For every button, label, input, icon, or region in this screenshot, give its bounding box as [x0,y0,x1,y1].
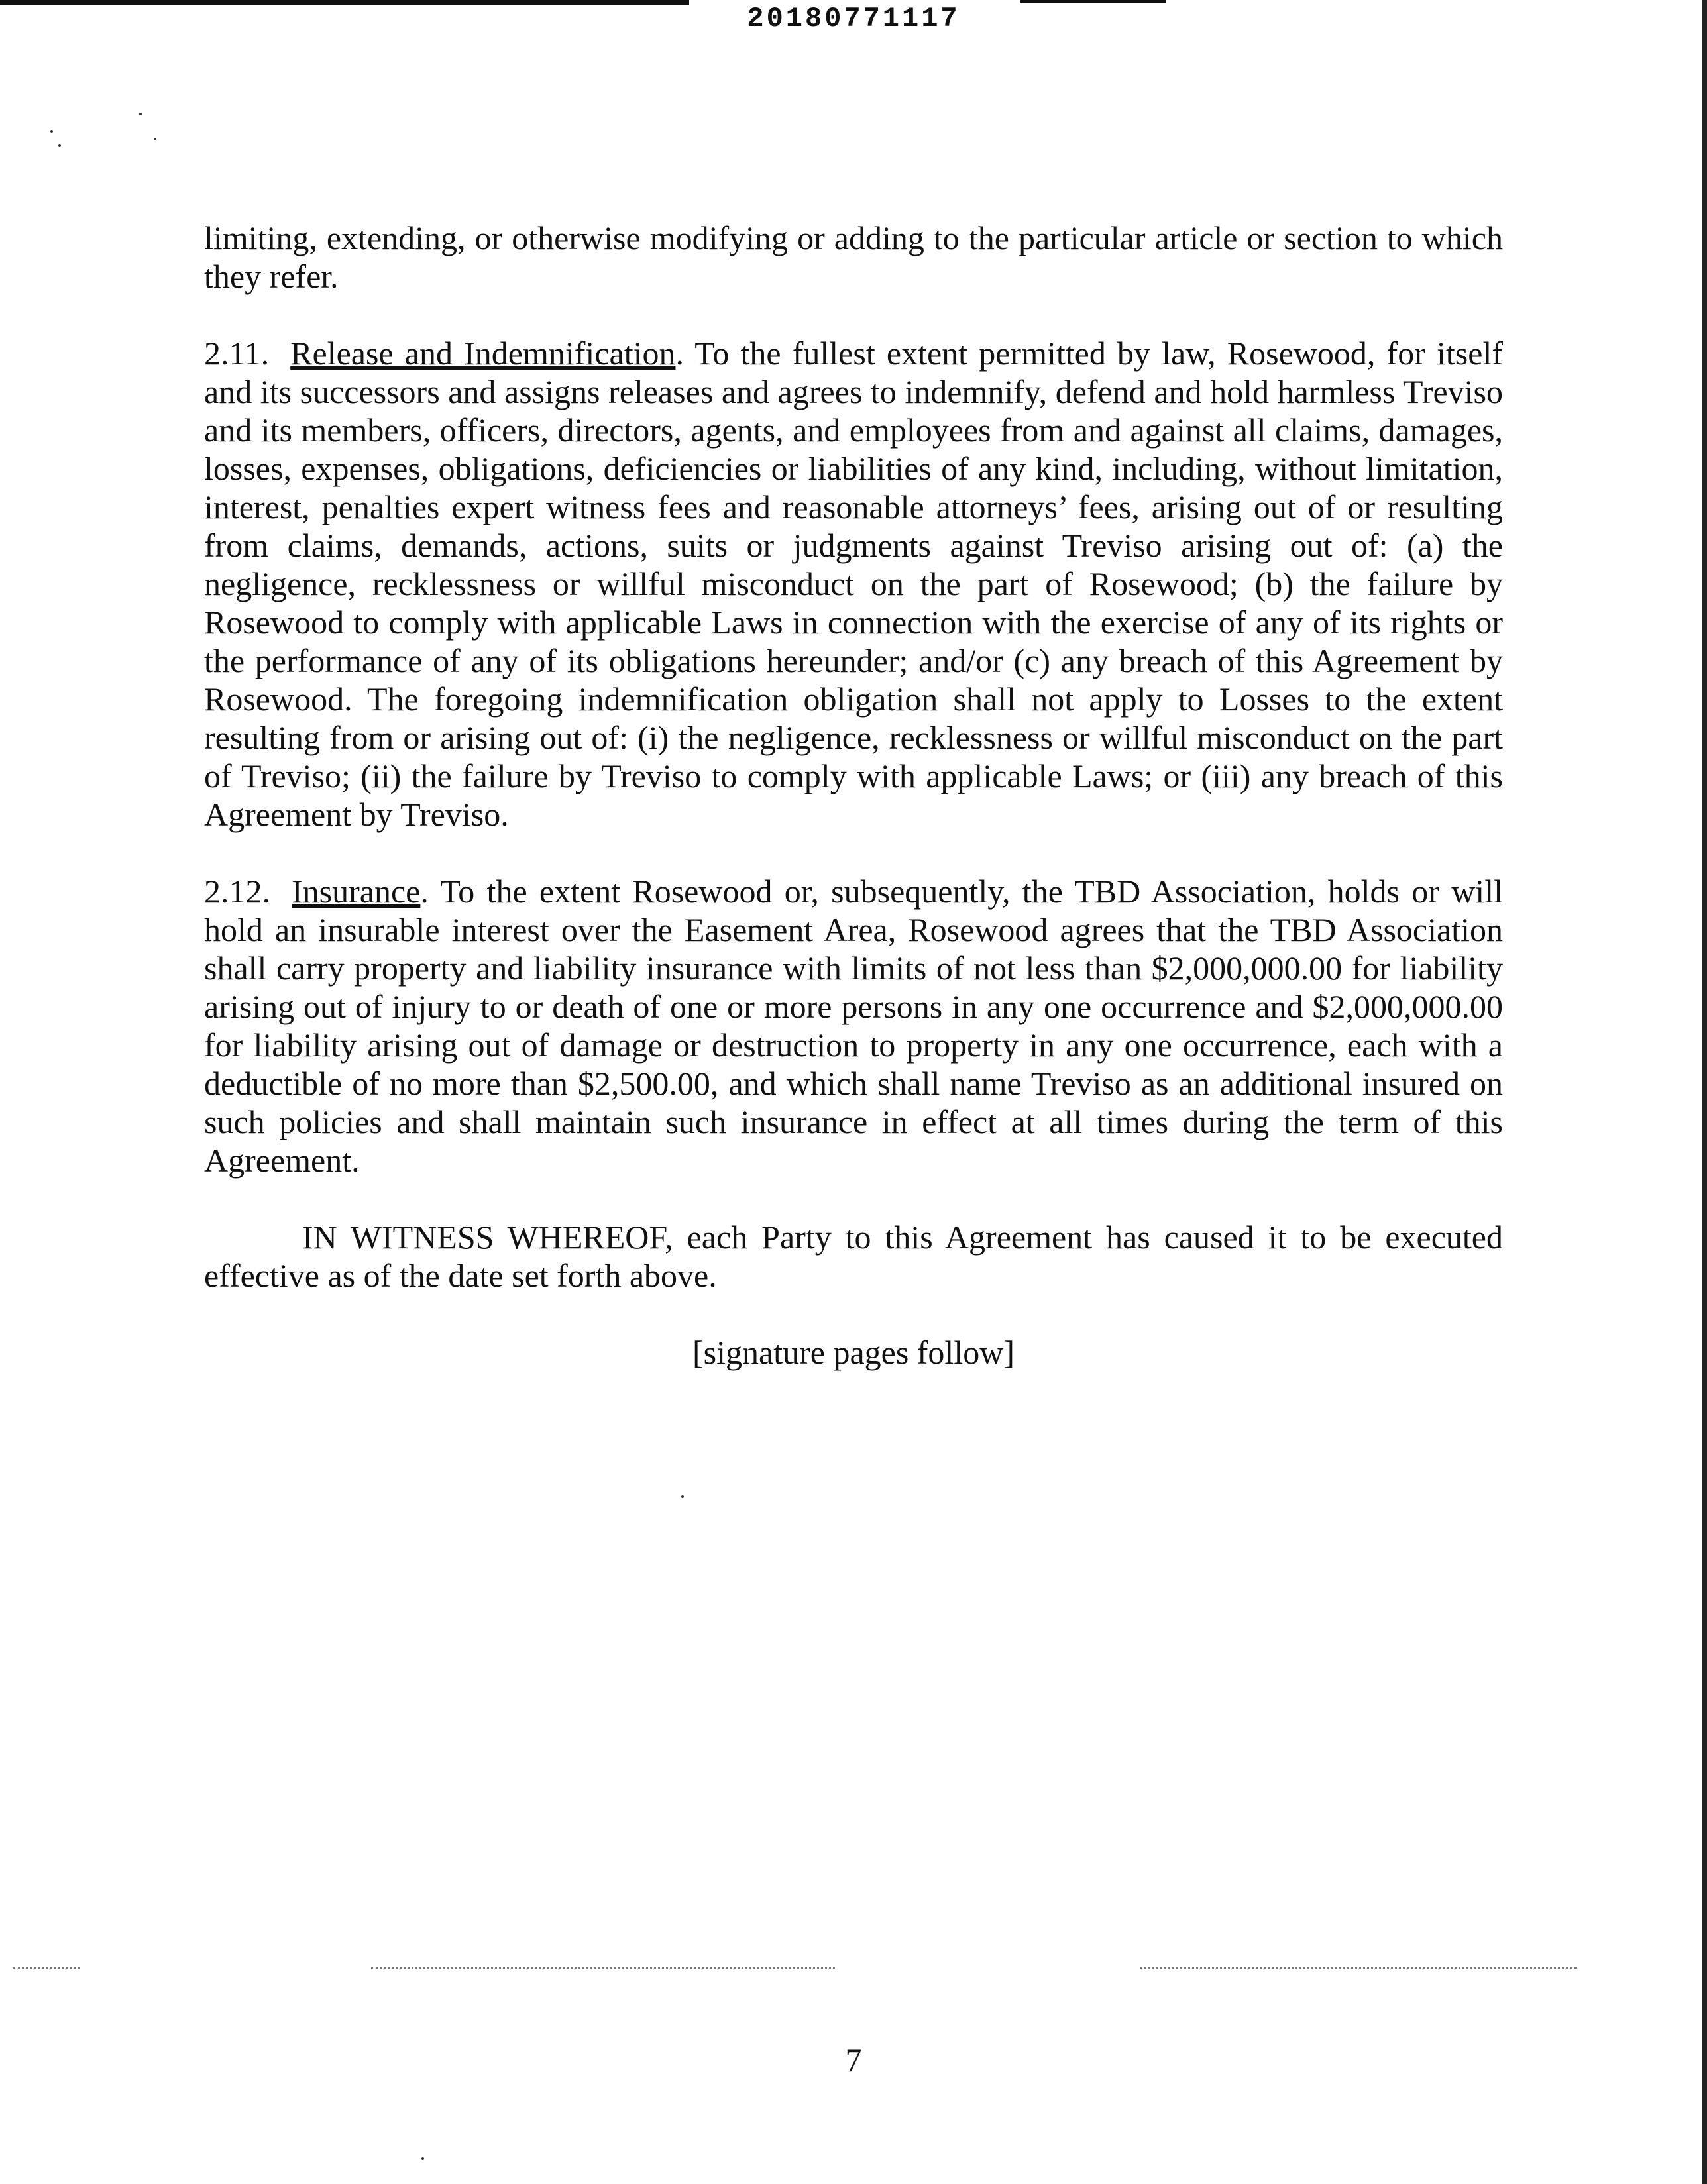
section-number: 2.11. [204,335,270,372]
scan-artifact-line [13,1967,80,1970]
scan-speck [58,144,61,147]
scan-speck [50,130,53,133]
signature-note: [signature pages follow] [692,1334,1015,1371]
section-insurance [204,872,1503,1179]
scan-speck [421,2157,424,2160]
section-release-indemnification [204,334,1503,834]
scan-speck [681,1495,684,1498]
section-heading: Insurance [292,873,421,910]
scan-speck [139,113,142,115]
document-number: 20180771117 [747,3,960,34]
scan-artifact-line [1140,1967,1577,1970]
witness-paragraph: IN WITNESS WHEREOF, each Party to this Agreement has caused it to be executed effective as of the date set forth above. [204,1219,1503,1294]
page-number: 7 [845,2042,862,2079]
document-body [204,219,1503,1372]
scan-border-right [1702,0,1707,2184]
scan-speck [154,138,156,140]
section-heading: Release and Indemnification [290,335,676,372]
section-number: 2.12. [204,873,270,910]
section-text: . To the fullest extent permitted by law, Rosewood, for itself and its successors and assigns releases and agrees to indemnify, defend and hold harmless Treviso and its members, officers, directors, agents, and employees from and against all claims, damages, losses, expenses, obligations, deficiencies or liabilities of any kind, including, without limitation, interest, penalties expert witness fees and reasonable attorneys’ fees, arising out of or resulting from claims, demands, actions, suits or judgments against Treviso arising out of: (a) the negligence, recklessness or willful misconduct on the part of Rosewood; (b) the failure by Rosewood to comply with applicable Laws in connection with the exercise of any of its rights or the performance of any of its obligations hereunder; and/or (c) any breach of this Agreement by Rosewood. The foregoing indemnification obligation shall not apply to Losses to the extent resulting from or arising out of: (i) the negligence, recklessness or willful misconduct on the part of Treviso; (ii) the failure by Treviso to comply with applicable Laws; or (iii) any breach of this Agreement by Treviso. [204,335,1503,833]
section-text: . To the extent Rosewood or, subsequently, the TBD Association, holds or will hold an insurable interest over the Easement Area, Rosewood agrees that the TBD Association shall carry property and liability insurance with limits of not less than $2,000,000.00 for liability arising out of injury to or death of one or more persons in any one occurrence and $2,000,000.00 for liability arising out of damage or destruction to property in any one occurrence, each with a deductible of no more than $2,500.00, and which shall name Treviso as an additional insured on such policies and shall maintain such insurance in effect at all times during the term of this Agreement. [204,873,1503,1179]
continuation-paragraph: limiting, extending, or otherwise modifying or adding to the particular article or section to which they refer. [204,219,1503,295]
scan-artifact-line [371,1967,835,1970]
